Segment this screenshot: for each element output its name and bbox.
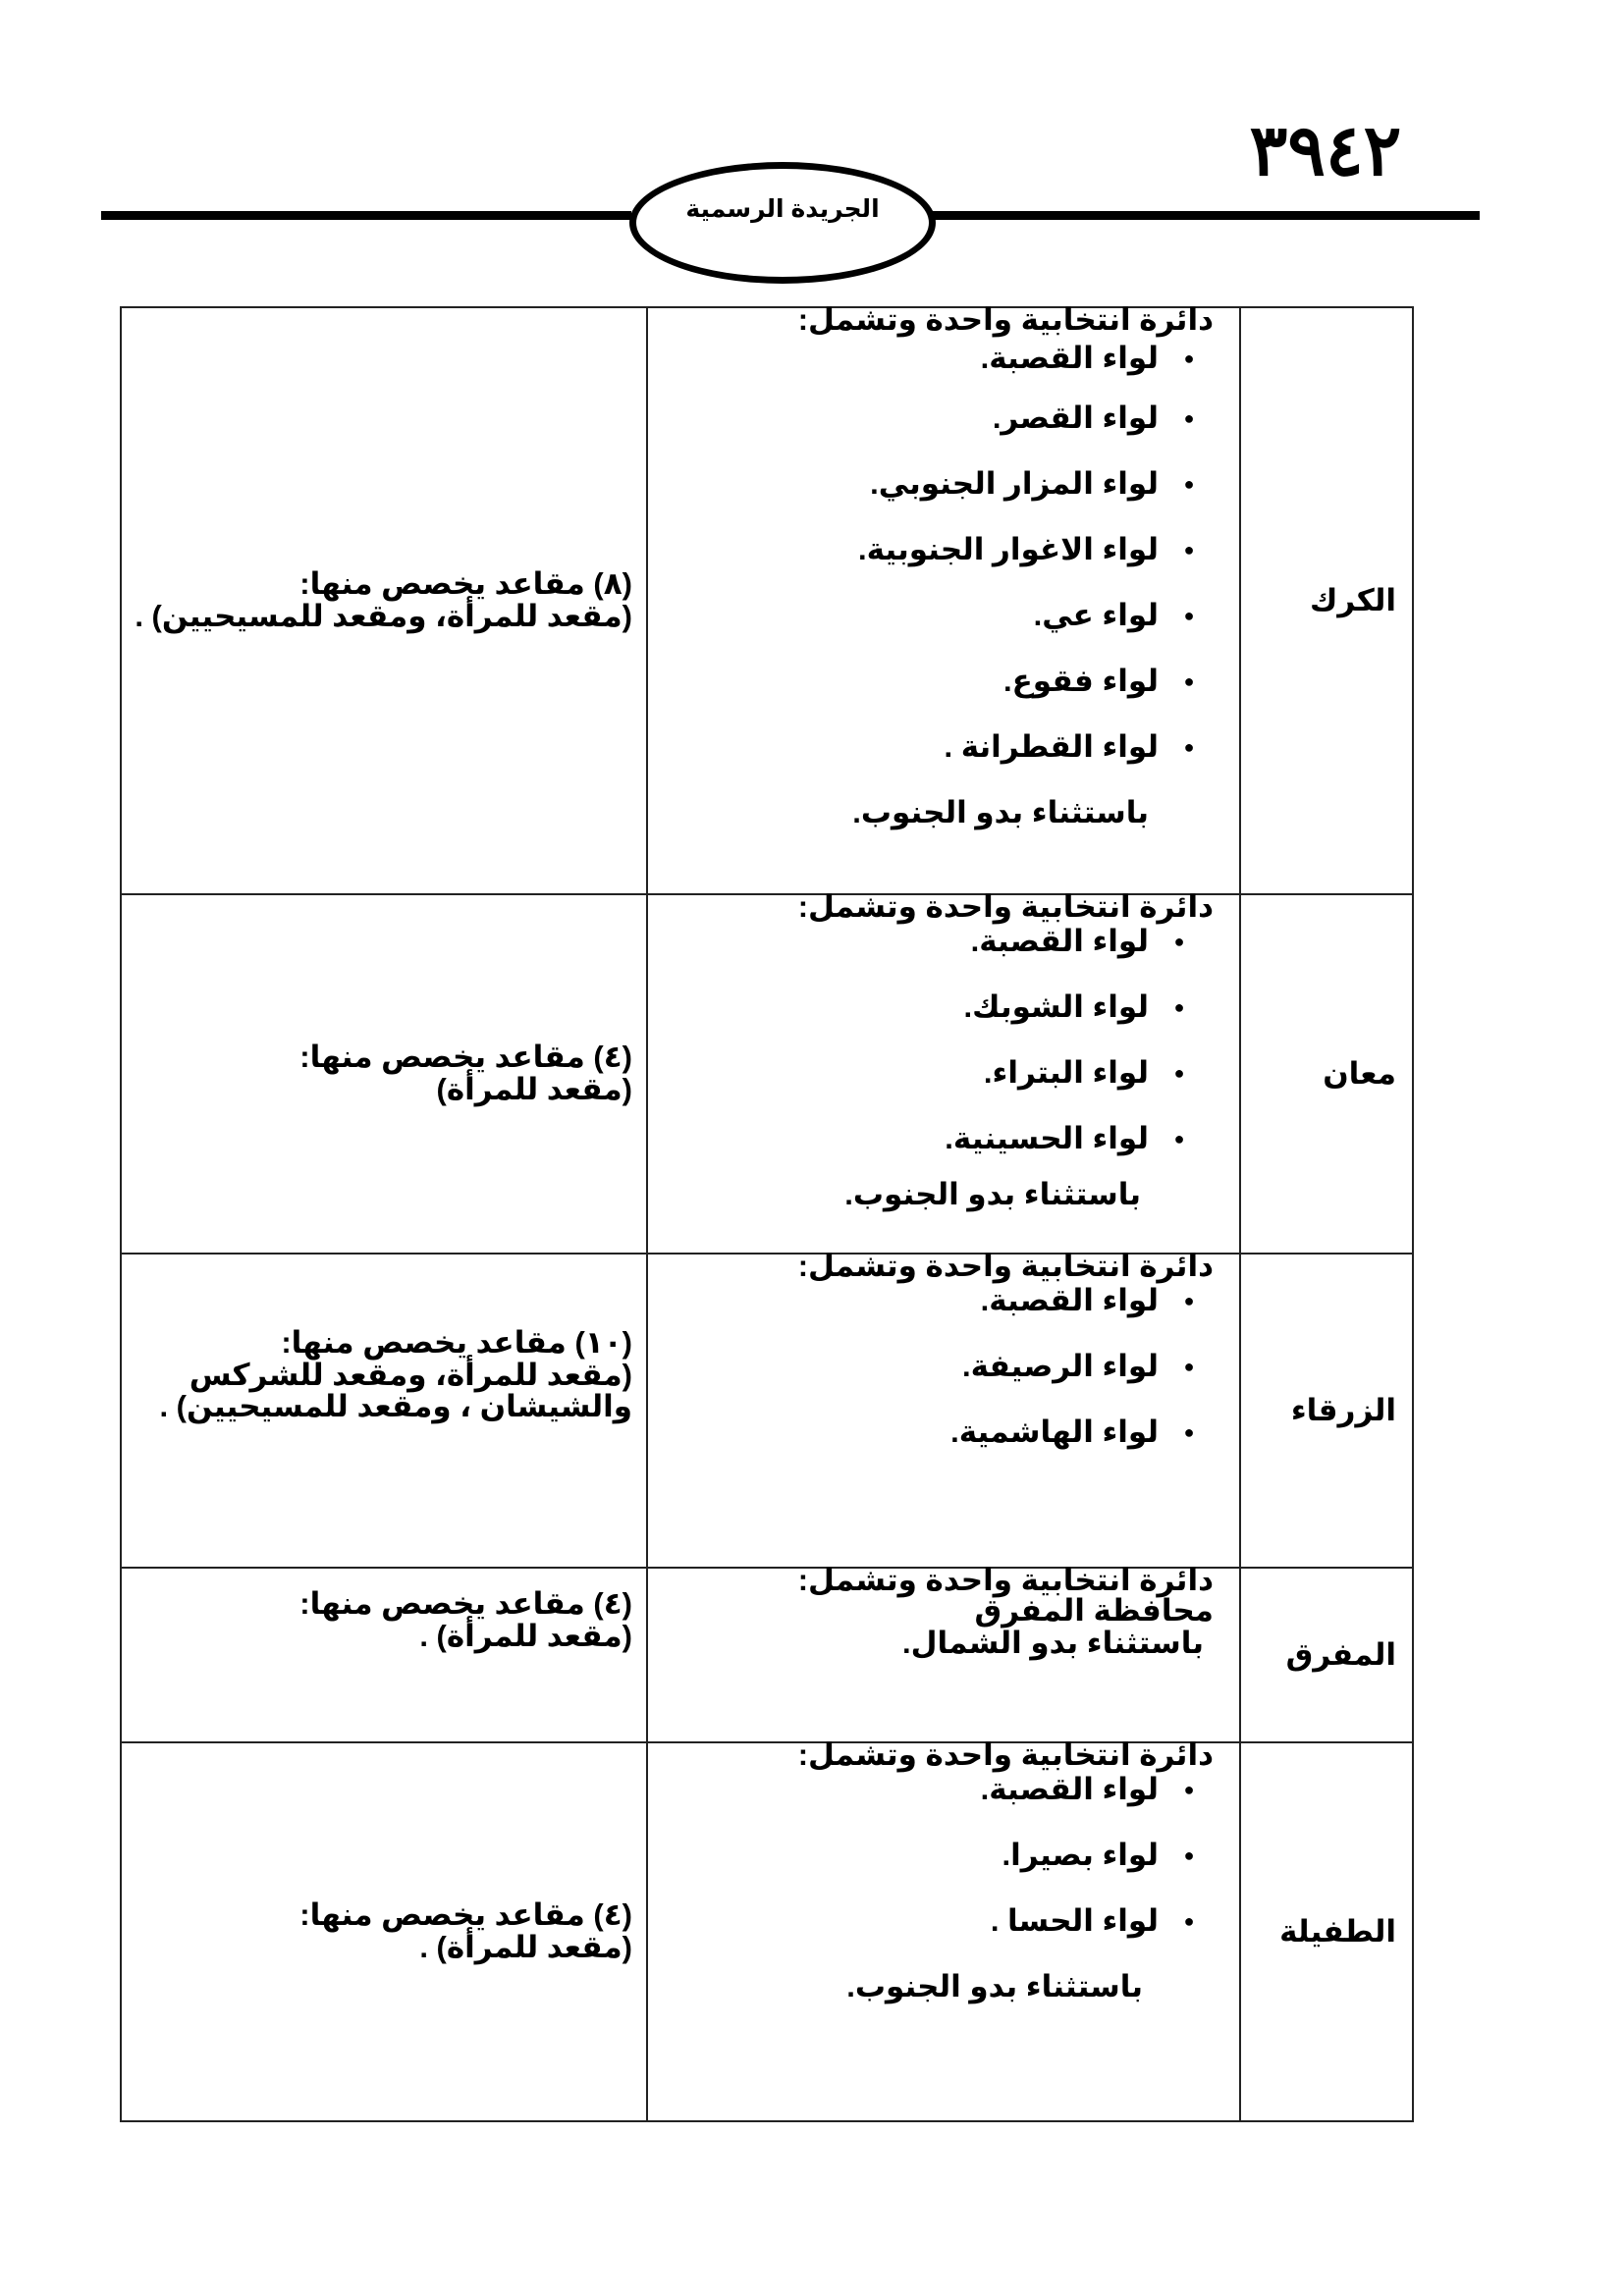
district-exception: باستثناء بدو الجنوب. [852, 795, 1149, 829]
governorate-name: الطفيلة [1240, 1742, 1413, 2121]
list-item: ● لواء البتراء. [648, 1057, 1204, 1088]
seat-quota: (مقعد للمرأة) . [419, 1618, 632, 1653]
district-areas [647, 1563, 1240, 1742]
list-item: ● لواء القصبة. [648, 926, 1204, 956]
gazette-title: الجريدة الرسمية [685, 195, 880, 223]
seat-count: (١٠) مقاعد يخصص منها: [281, 1325, 632, 1360]
district-list [648, 926, 1214, 1153]
seat-allocation [121, 1254, 647, 1568]
table-row [121, 1254, 1413, 1568]
seat-allocation [121, 1568, 647, 1742]
list-item: ● لواء القصبة. [648, 1285, 1214, 1315]
governorate-name: الكرك [1240, 307, 1413, 894]
seat-count: (٤) مقاعد يخصص منها: [299, 1040, 632, 1075]
list-item: ● لواء بصيرا. [648, 1840, 1214, 1870]
list-item: ● لواء القصر. [648, 402, 1214, 433]
seat-allocation [121, 1742, 647, 2121]
list-item: ● لواء الرصيفة. [648, 1351, 1214, 1381]
seat-count: (٨) مقاعد يخصص منها: [299, 566, 632, 602]
district-areas [647, 889, 1240, 1254]
governorate-name: الزرقاء [1240, 1254, 1413, 1568]
district-area: محافظة المفرق [974, 1593, 1214, 1628]
table-row [121, 1568, 1413, 1742]
header-rule-right [928, 211, 1480, 220]
list-item: ● لواء القطرانة . [648, 731, 1214, 762]
seat-quota: (مقعد للمرأة) [436, 1072, 632, 1106]
seat-quota: (مقعد للمرأة، ومقعد للمسيحيين) . [135, 599, 632, 633]
seat-allocation [121, 894, 647, 1254]
district-areas [647, 1249, 1240, 1568]
list-item: ● لواء عي. [648, 600, 1214, 630]
district-exception: باستثناء بدو الشمال. [901, 1625, 1204, 1660]
district-intro: دائرة انتخابية واحدة وتشمل: [797, 1563, 1214, 1597]
list-item: ● لواء الحسا . [648, 1905, 1214, 1936]
list-item: ● لواء المزار الجنوبي. [648, 468, 1214, 499]
district-intro: دائرة انتخابية واحدة وتشمل: [797, 302, 1214, 337]
governorate-name: المفرق [1240, 1568, 1413, 1742]
district-list [648, 1774, 1214, 1936]
governorate-name: معان [1240, 894, 1413, 1254]
table-row [121, 894, 1413, 1254]
page-number: ٣٩٤٢ [1249, 112, 1402, 190]
district-intro: دائرة انتخابية واحدة وتشمل: [797, 1737, 1214, 1772]
list-item: ● لواء القصبة. [648, 1774, 1214, 1804]
gazette-title-oval [629, 162, 936, 284]
list-item: ● لواء القصبة. [648, 343, 1214, 373]
district-areas [647, 1737, 1240, 2121]
seat-quota: (مقعد للمرأة) . [419, 1930, 632, 1964]
list-item: ● لواء الاغوار الجنوبية. [648, 534, 1214, 564]
list-item: ● لواء الحسينية. [648, 1123, 1204, 1153]
seat-count: (٤) مقاعد يخصص منها: [299, 1897, 632, 1933]
electoral-districts-table [120, 302, 1414, 2122]
district-list [648, 343, 1214, 762]
list-item: ● لواء الشوبك. [648, 991, 1204, 1022]
list-item: ● لواء الهاشمية. [648, 1416, 1214, 1447]
header-rule-left [101, 211, 631, 220]
table-row [121, 1742, 1413, 2121]
seat-quota: (مقعد للمرأة، ومقعد للشركس والشيشان ، ومقعد للمسيحيين) . [159, 1357, 632, 1424]
list-item: ● لواء فقوع. [648, 666, 1214, 696]
district-intro: دائرة انتخابية واحدة وتشمل: [797, 1249, 1214, 1283]
district-exception: باستثناء بدو الجنوب. [846, 1969, 1143, 2003]
seat-allocation [121, 307, 647, 894]
table-row [121, 307, 1413, 894]
district-exception: باستثناء بدو الجنوب. [844, 1177, 1141, 1211]
district-intro: دائرة انتخابية واحدة وتشمل: [797, 889, 1214, 924]
seat-count: (٤) مقاعد يخصص منها: [299, 1586, 632, 1621]
district-list [648, 1285, 1214, 1447]
district-areas [647, 302, 1240, 894]
